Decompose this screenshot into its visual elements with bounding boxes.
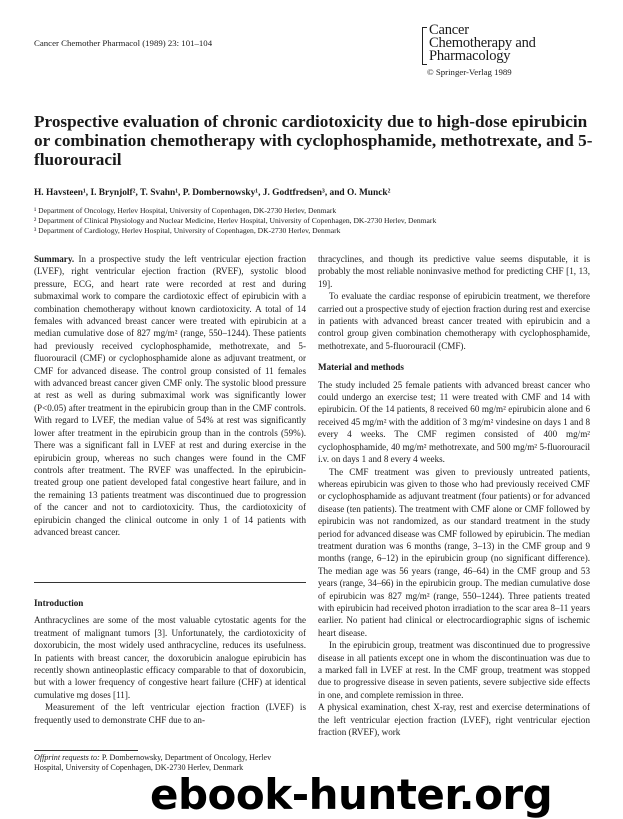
intro-aims: To evaluate the cardiac response of epirubicin treatment, we therefore carried out a prospective study of ejection fraction during rest and exercise in patients with advanced breast cancer treated with epirubicin and a control group given combination chemotherapy with cyclophosphamide, methotrexate, and 5-fluorouracil (CMF).	[318, 291, 590, 351]
affiliation-3: ³ Department of Cardiology, Herlev Hospital, University of Copenhagen, DK-2730 Herlev, Denmark	[34, 226, 341, 236]
affiliation-2: ² Department of Clinical Physiology and Nuclear Medicine, Herlev Hospital, University of Copenhagen, DK-2730 Herlev, Denmark	[34, 216, 437, 226]
watermark: ebook-hunter.org	[150, 770, 553, 819]
author-list: H. Havsteen¹, I. Brynjolf², T. Svahn¹, P. Dombernowsky¹, J. Godtfredsen³, and O. Munck²	[34, 188, 391, 198]
footnote-divider	[34, 750, 138, 751]
methods-paragraph-1: The study included 25 female patients with advanced breast cancer who could undergo an exercise test; 11 were treated with CMF and 14 with epirubicin. Of the 14 patients, 8 received 60 mg/m² epirubicin alone and 6 received 45 mg/m² with the addition of 3 mg/m² vindesine on days 1 and 8 every 4 weeks. The CMF regimen consisted of 400 mg/m² cyclophosphamide, 40 mg/m² methotrexate, and 500 mg/m² 5-fluorouracil i.v. on days 1 and 8 every 4 weeks.	[318, 379, 590, 465]
journal-logo	[427, 24, 617, 63]
introduction-heading: Introduction	[34, 598, 84, 608]
methods-paragraph-4: A physical examination, chest X-ray, rest and exercise determinations of the left ventricular ejection fraction (LVEF), right ventricular ejection fraction (RVEF), work	[318, 702, 590, 738]
running-head: Cancer Chemother Pharmacol (1989) 23: 101–104	[34, 38, 213, 48]
summary-section	[34, 253, 306, 538]
journal-masthead	[427, 24, 617, 77]
methods-heading: Material and methods	[318, 362, 404, 373]
journal-line-1: Cancer	[429, 22, 469, 38]
footnote-text: P. Dombernowsky, Department of Oncology, Herlev Hospital, University of Copenhagen, DK-2730 Herlev, Denmark	[34, 753, 272, 773]
methods-paragraph-3: In the epirubicin group, treatment was discontinued due to progressive disease in all patients except one in whom the discontinuation was due to a marked fall in LVEF at rest. In the CMF group, treatment was stopped due to progressive disease in seven patients, severe subjective side effects in one, and complete remission in three.	[318, 640, 590, 700]
journal-logo-bracket	[422, 27, 427, 65]
journal-line-2: Chemotherapy and	[429, 35, 536, 51]
intro-continued: thracyclines, and though its predictive value seems disputable, it is probably the most reliable noninvasive method for predicting CHF [1, 13, 19].	[318, 254, 590, 289]
introduction-paragraph-1: Anthracyclines are some of the most valuable cytostatic agents for the treatment of malignant tumors [3]. Unfortunately, the cardiotoxicity of doxorubicin, the most widely used anthracycline, reduces its usefulness. In patients with breast cancer, the doxorubicin analogue epirubicin has recently shown antineoplastic efficacy comparable to that of doxorubicin, but with a lower frequency of congestive heart failure (CHF) at identical cumulative mg doses [11].	[34, 615, 306, 700]
article-title: Prospective evaluation of chronic cardiotoxicity due to high-dose epirubicin or combination chemotherapy with cyclophosphamide, methotrexate, and 5-fluorouracil	[34, 112, 593, 169]
section-divider	[34, 582, 306, 583]
affiliations	[34, 206, 604, 237]
right-column	[318, 253, 590, 738]
footnote-label: Offprint requests to:	[34, 753, 100, 762]
summary-text: In a prospective study the left ventricular ejection fraction (LVEF), right ventricular ejection fraction (RVEF), systolic blood pressure, ECG, and heart rate were recorded at rest and during submaximal work to compare the cardiotoxic effect of epirubicin with a combination chemotherapy without known cardiotoxicity. A total of 14 females with advanced breast cancer were treated with epirubicin at a median cumulative dose of 827 mg/m² (range, 550–1244). These patients had previously received cyclophosphamide, methotrexate, and 5-fluorouracil (CMF) or cyclophosphamide alone as adjuvant treatment, or CMF for advanced disease. The control group consisted of 11 females with advanced breast cancer given CMF only. The systolic blood pressure at rest as well as during submaximal work was significantly lower (P<0.05) after treatment in the epirubicin group than in the CMF controls. With regard to LVEF, the median value of 54% at rest was significantly lower after treatment in the epirubicin group than in the controls (59%). There was a significant fall in LVEF at rest and during exercise in the epirubicin group, whereas no such changes were found in the CMF controls after treatment. The RVEF was unaffected. In the epirubicin-treated group one patient developed fatal congestive heart failure, and in the remaining 13 patients treatment was discontinued due to progression of the cancer and not to cardiotoxicity. Thus, the cardiotoxicity of epirubicin changed the clinical outcome in only 1 of 14 patients with advanced breast cancer.	[34, 254, 306, 537]
affiliation-1: ¹ Department of Oncology, Herlev Hospital, University of Copenhagen, DK-2730 Herlev, Denmark	[34, 206, 337, 215]
introduction-section	[34, 597, 306, 726]
methods-paragraph-2: The CMF treatment was given to previously untreated patients, whereas epirubicin was given to those who had previously received CMF or cyclophosphamide as adjuvant treatment (four patients) or for advanced disease (ten patients). The treatment with CMF alone or CMF followed by epirubicin was not randomized, as our standard treatment in the study period for advanced disease was CMF followed by epirubicin. The median treatment duration was 6 months (range, 3–13) in the CMF group and 9 months (range, 6–12) in the epirubicin group (no significant difference). The median age was 56 years (range, 46–64) in the CMF group and 53 years (range, 34–66) in the epirubicin group. The median cumulative dose of epirubicin was 827 mg/m² (range, 550–1244). Three patients treated with epirubicin had received photon irradiation to the scar area 8–11 years earlier. No patient had clinical or electrocardiographic signs of ischemic heart disease.	[318, 466, 590, 638]
journal-line-3: Pharmacology	[429, 48, 511, 64]
introduction-paragraph-2: Measurement of the left ventricular ejection fraction (LVEF) is frequently used to demonstrate CHF due to an-	[34, 702, 306, 725]
copyright: © Springer-Verlag 1989	[427, 67, 512, 77]
summary-label: Summary.	[34, 254, 75, 264]
